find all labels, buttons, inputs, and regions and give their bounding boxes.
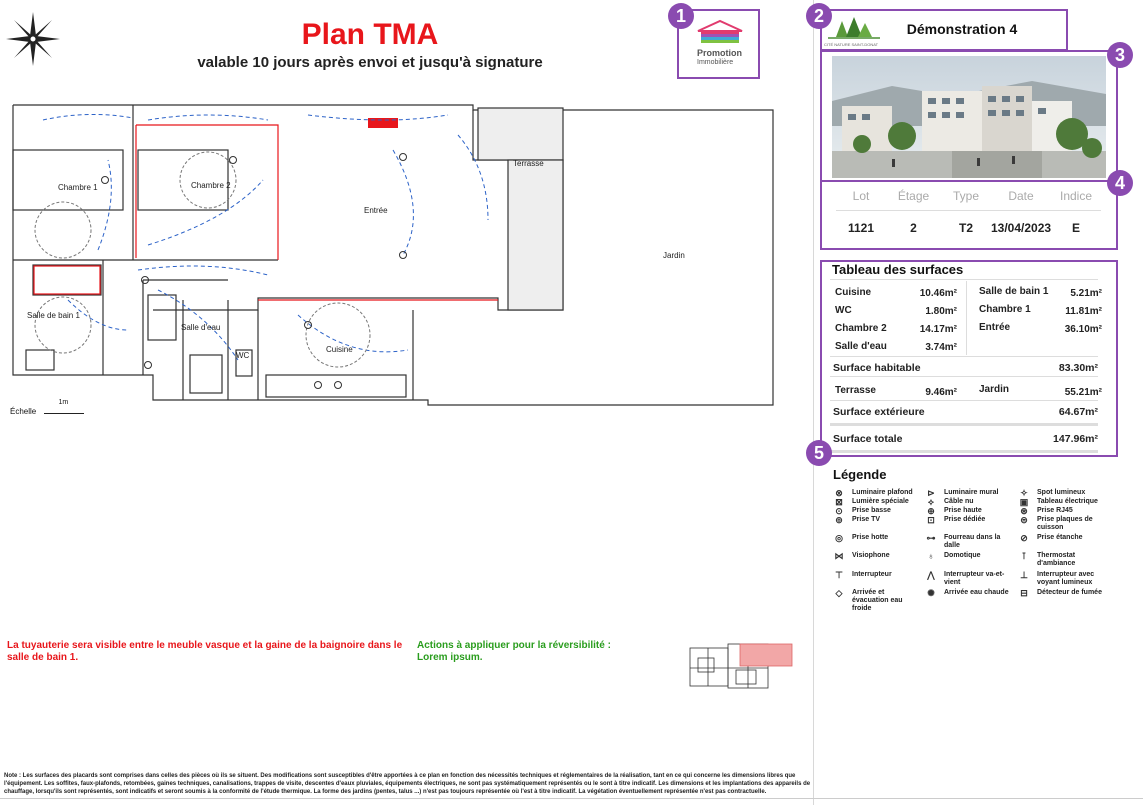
legend-label: Lumière spéciale [852, 498, 909, 505]
program-header [820, 9, 1068, 51]
legend-symbol-icon: ⊶ [926, 533, 936, 543]
footer-divider [0, 798, 1143, 799]
legend-label: Arrivée eau chaude [944, 589, 1009, 596]
surface-value-entree: 36.10m² [1064, 324, 1102, 335]
surface-exterieure-label: Surface extérieure [833, 406, 925, 418]
surfaces-column-divider [966, 281, 967, 355]
promo-logo-line1: Promotion [697, 48, 742, 58]
plan-label-wc: WC [236, 351, 250, 360]
legend-label: Prise haute [944, 507, 982, 514]
lot-header-indice: Indice [1059, 189, 1093, 203]
callout-badge-5: 5 [806, 440, 832, 466]
legend-label: Prise RJ45 [1037, 507, 1073, 514]
program-title: Démonstration 4 [906, 21, 1018, 37]
legend-symbol-icon: ⊥ [1020, 570, 1028, 580]
surface-habitable-value: 83.30m² [1058, 362, 1098, 374]
surface-exterieure-value: 64.67m² [1058, 406, 1098, 418]
scale-label: Échelle [10, 407, 37, 416]
surface-label-jardin: Jardin [979, 384, 1010, 395]
legend-label: Prise étanche [1037, 534, 1083, 541]
legend-label: Luminaire plafond [852, 489, 913, 496]
page-title: Plan TMA [301, 18, 439, 51]
legend-symbol-icon: ⊘ [1020, 533, 1028, 543]
legend-symbol-icon: ✧ [1020, 488, 1028, 498]
surface-label-chambre2: Chambre 2 [835, 323, 887, 334]
legend-symbol-icon: ⊳ [927, 488, 935, 498]
legend-label: Interrupteur avec voyant lumineux [1037, 571, 1095, 586]
legend-symbol-icon: ◇ [835, 588, 843, 598]
legend-symbol-icon: ⋈ [834, 551, 844, 561]
plumbing-note: La tuyauterie sera visible entre le meuble vasque et la gaine de la baignoire dans le salle de bain 1. [7, 640, 403, 663]
legend-symbol-icon: ⊤ [835, 570, 843, 580]
legend-label: Prise basse [852, 507, 891, 514]
surface-value-salle-eau: 3.74m² [925, 342, 957, 353]
plan-label-sdb1: Salle de bain 1 [27, 311, 80, 320]
legend-label: Fourreau dans la dalle [944, 534, 1001, 549]
surfaces-divider [830, 376, 1098, 377]
brand-text: CITÉ NATURE SAINT-DONAT [824, 42, 879, 47]
panel-divider [813, 0, 814, 805]
legend-symbol-icon: ⊗ [835, 488, 843, 498]
lot-value-etage: 2 [910, 221, 917, 235]
plan-label-entree: Entrée [364, 206, 388, 215]
plan-label-cuisine: Cuisine [326, 345, 353, 354]
trees-logo-icon [828, 15, 880, 41]
legend-label: Spot lumineux [1037, 489, 1086, 496]
building-photo [832, 56, 1106, 178]
legend-symbol-icon: ▣ [1019, 497, 1029, 507]
legend-symbol-icon: ◎ [835, 533, 843, 543]
legend-symbol-icon: ⊕ [927, 506, 935, 516]
legend-symbol-icon: ⊚ [835, 515, 843, 525]
surface-value-wc: 1.80m² [925, 306, 957, 317]
legend-label: Détecteur de fumée [1037, 589, 1102, 596]
surface-totale-label: Surface totale [833, 433, 903, 445]
building-photo-box [820, 50, 1118, 182]
scale-unit: 1m [58, 399, 69, 406]
legend-label: Interrupteur va-et-vient [944, 571, 1005, 586]
surface-value-cuisine: 10.46m² [919, 288, 957, 299]
surface-label-terrasse: Terrasse [835, 385, 876, 396]
surface-label-chambre1: Chambre 1 [979, 304, 1031, 315]
lot-value-type: T2 [958, 221, 973, 235]
scale-bar [10, 399, 84, 416]
lot-value-lot: 1121 [847, 221, 875, 235]
plan-label-salle-eau: Salle d'eau [181, 323, 221, 332]
lot-value-date: 13/04/2023 [991, 221, 1052, 235]
surfaces-divider [830, 279, 1098, 280]
surface-totale-value: 147.96m² [1053, 433, 1098, 445]
legend-label: Prise plaques de cuisson [1037, 516, 1093, 531]
page-subtitle: valable 10 jours après envoi et jusqu'à signature [197, 54, 543, 71]
lot-header-etage: Étage [897, 189, 930, 203]
legend-label: Thermostat d'ambiance [1037, 552, 1076, 567]
legend-symbol-icon: ⊟ [1020, 588, 1028, 598]
legend-label: Prise hotte [852, 534, 889, 541]
surface-label-salle-eau: Salle d'eau [835, 341, 887, 352]
lot-table-values [836, 221, 1101, 235]
legend-label: Prise TV [852, 516, 881, 523]
house-logo-icon [695, 19, 745, 43]
surface-label-sdb1: Salle de bain 1 [979, 286, 1049, 297]
promo-logo-line2: Immobilière [697, 59, 734, 66]
lot-table-header [836, 189, 1101, 203]
legend-symbol-icon: ✺ [927, 588, 935, 598]
lot-header-lot: Lot [852, 189, 870, 203]
lot-value-indice: E [1071, 221, 1080, 235]
callout-badge-4: 4 [1107, 170, 1133, 196]
callout-badge-3: 3 [1107, 42, 1133, 68]
legend-symbol-icon: ♁ [927, 551, 935, 561]
legend-symbol-icon: ⊺ [1021, 551, 1027, 561]
legend-symbol-icon: ⟡ [928, 497, 934, 507]
surfaces-divider [830, 400, 1098, 401]
reversibility-note: Actions à appliquer pour la réversibilité : Lorem ipsum. [417, 640, 611, 663]
scale-line [44, 399, 84, 414]
legend-label: Câble nu [944, 498, 974, 505]
surface-value-terrasse: 9.46m² [925, 387, 957, 398]
legend-symbol-icon: ⊜ [1020, 515, 1028, 525]
lot-header-type: Type [952, 189, 979, 203]
plan-label-chambre1: Chambre 1 [58, 183, 98, 192]
legend-symbol-icon: ⊙ [835, 506, 843, 516]
lot-table-divider [836, 210, 1101, 211]
legend-symbol-icon: ⊡ [927, 515, 935, 525]
floor-plan [8, 100, 788, 410]
legal-note: Note : Les surfaces des placards sont comprises dans celles des pièces où ils se situent. Des modifications sont susceptibles d'être apportées à ce plan en fonction des nécessités techniques et réglementaires de la réalisation, tant en ce qui concerne les dimensions libres que l'équipement. Les soffites, faux-plafonds, retombées, gaines techniques, canalisations, trappes de visite, descentes d'eaux pluviales, équipements électriques, ne sont pas systématiquement représentés ou le sont à titre indicatif. Les dimensions et les implantations des appareils de chauffage, lorsqu'ils sont représentés, sont indicatifs et seront soumis à la conformité de l'étude thermique. La forme des jardins (pentes, talus ...) n'est pas toujours représentée où l'est à titre indicatif. La végétation éventuellement représentée n'est pas contractuelle. [4, 773, 811, 795]
legend-label: Arrivée et évacuation eau froide [852, 589, 903, 612]
surfaces-divider [830, 423, 1098, 426]
legend-label: Interrupteur [852, 571, 892, 578]
surfaces-title: Tableau des surfaces [832, 262, 964, 277]
key-plan-thumbnail [688, 640, 798, 692]
north-arrow-icon [6, 12, 60, 66]
surfaces-divider [830, 450, 1098, 453]
legend-title: Légende [833, 467, 887, 482]
callout-badge-2: 2 [806, 3, 832, 29]
surface-value-sdb1: 5.21m² [1070, 288, 1102, 299]
legend-label: Visiophone [852, 552, 890, 559]
surface-value-chambre2: 14.17m² [919, 324, 957, 335]
plan-label-jardin: Jardin [663, 251, 685, 260]
legend-label: Domotique [944, 552, 981, 559]
legend-label: Prise dédiée [944, 516, 986, 523]
legend-symbol-icon: ⊠ [835, 497, 843, 507]
surfaces-divider [830, 356, 1098, 357]
legend-label: Tableau électrique [1037, 498, 1098, 505]
lot-header-date: Date [1008, 189, 1034, 203]
surface-label-cuisine: Cuisine [835, 287, 872, 298]
legend-symbol-icon: ⊛ [1020, 506, 1028, 516]
surface-label-entree: Entrée [979, 322, 1011, 333]
callout-badge-1: 1 [668, 3, 694, 29]
legend-symbol-icon: ⋀ [927, 570, 935, 580]
surface-label-wc: WC [835, 305, 852, 316]
legend-label: Luminaire mural [944, 489, 999, 496]
surface-value-chambre1: 11.81m² [1065, 306, 1102, 317]
surface-habitable-label: Surface habitable [833, 362, 921, 374]
surface-value-jardin: 55.21m² [1064, 387, 1102, 398]
plan-label-terrasse: Terrasse [513, 159, 544, 168]
plan-label-chambre2: Chambre 2 [191, 181, 231, 190]
